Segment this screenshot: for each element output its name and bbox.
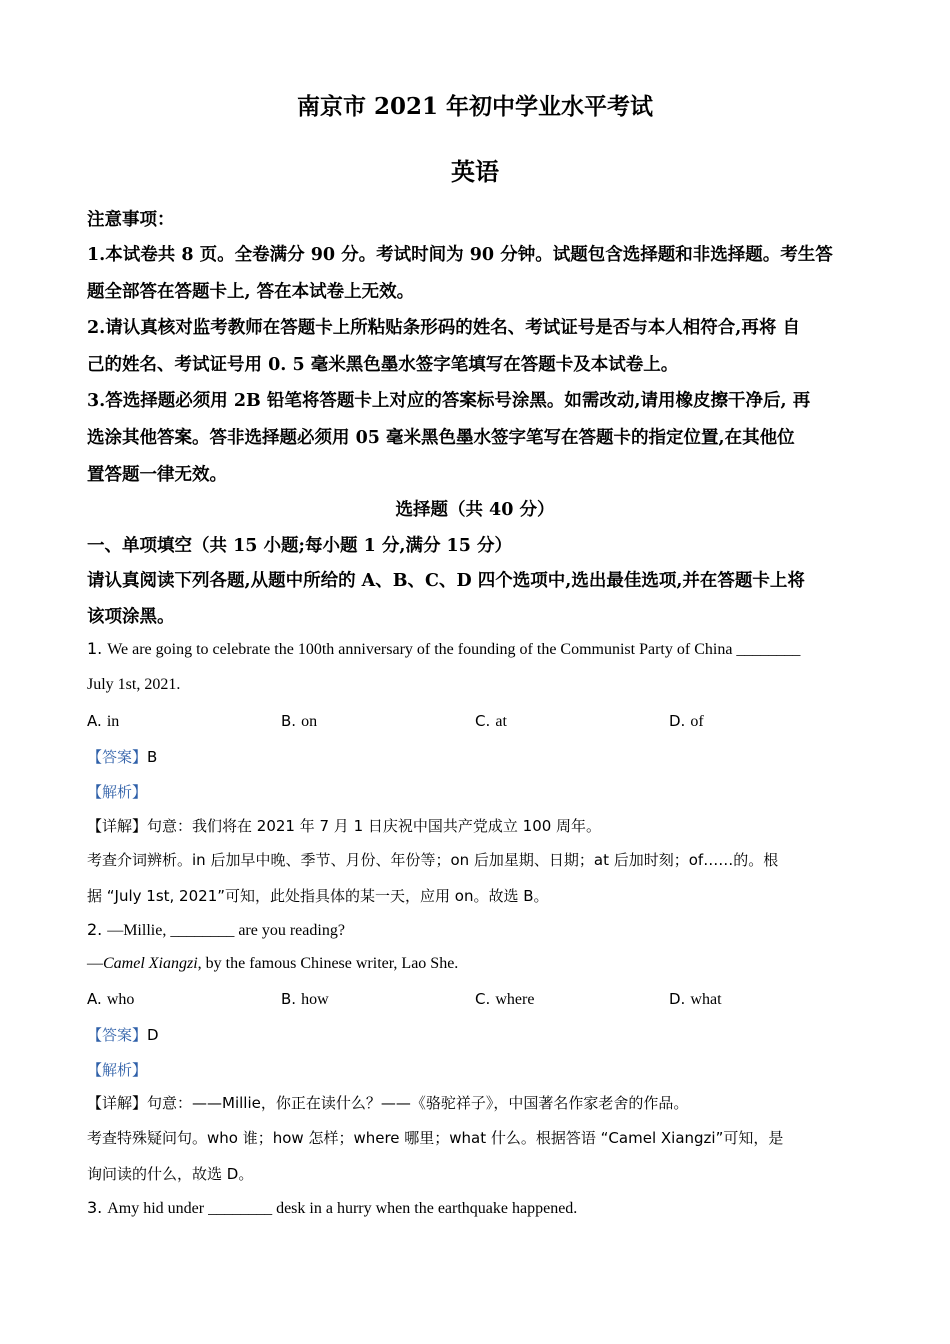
notice-line: 置答题一律无效。 (87, 465, 227, 485)
answer-label: 【答案】 (87, 748, 148, 766)
detail-line: 考查特殊疑问句。who 谁；how 怎样；where 哪里；what 什么。根据答语 “Camel Xiangzi”可知，是 (87, 1129, 784, 1147)
detail-line: 【详解】句意：我们将在 2021 年 7 月 1 日庆祝中国共产党成立 100 周年。 (87, 817, 602, 835)
notice-heading: 注意事项： (87, 210, 175, 230)
question-3-stem (87, 1198, 877, 1218)
subject-title: 英语 (451, 157, 499, 186)
option-a: A. who (87, 990, 135, 1008)
question-1-stem (87, 639, 877, 659)
notice-line: 1.本试卷共 8 页。全卷满分 90 分。考试时间为 90 分钟。试题包含选择题和非选择题。考生答 (87, 245, 833, 265)
notice-line: 选涂其他答案。答非选择题必须用 05 毫米黑色墨水签字笔写在答题卡的指定位置,在其他位 (87, 428, 795, 448)
question-text: —Millie, ________ are you reading? (107, 922, 345, 939)
question-number: 2. (87, 920, 103, 939)
answer-line (87, 746, 877, 767)
section-title: 选择题（共 40 分） (395, 500, 555, 520)
exam-title: 南京市 2021 年初中学业水平考试 (296, 93, 654, 120)
option-b: B. on (281, 712, 318, 730)
option-d: D. of (669, 712, 704, 730)
book-title: Camel Xiangzi (103, 955, 198, 972)
answer-value: B (147, 748, 158, 766)
part-title: 一、单项填空（共 15 小题;每小题 1 分,满分 15 分） (87, 536, 512, 556)
option-c: C. where (475, 990, 535, 1008)
analysis-label: 【解析】 (87, 1061, 148, 1079)
question-number: 1. (87, 639, 103, 658)
detail-line: 考查介词辨析。in 后加早中晚、季节、月份、年份等；on 后加星期、日期；at 后加时刻；of……的。根 (87, 851, 779, 869)
question-reply: —Camel Xiangzi, by the famous Chinese writer, Lao She. (87, 955, 459, 972)
detail-line: 【详解】句意：——Millie，你正在读什么？——《骆驼祥子》，中国著名作家老舍的作品。 (87, 1094, 689, 1112)
question-text: We are going to celebrate the 100th anniversary of the founding of the Communist Party of China ________ (107, 641, 801, 658)
option-a: A. in (87, 712, 120, 730)
answer-label: 【答案】 (87, 1026, 148, 1044)
analysis-label: 【解析】 (87, 783, 148, 801)
instruction-line: 请认真阅读下列各题,从题中所给的 A、B、C、D 四个选项中,选出最佳选项,并在答题卡上将 (87, 571, 805, 591)
detail-label: 【详解】 (87, 1094, 148, 1112)
notice-line: 己的姓名、考试证号用 0. 5 毫米黑色墨水签字笔填写在答题卡及本试卷上。 (87, 355, 679, 375)
option-b: B. how (281, 990, 329, 1008)
detail-line: 询问读的什么，故选 D。 (87, 1165, 254, 1183)
answer-value: D (147, 1026, 159, 1044)
option-d: D. what (669, 990, 722, 1008)
answer-line (87, 1024, 877, 1045)
option-c: C. at (475, 712, 507, 730)
question-2-stem (87, 920, 877, 940)
question-text: Amy hid under ________ desk in a hurry when the earthquake happened. (107, 1200, 578, 1217)
question-text: July 1st, 2021. (87, 676, 181, 693)
detail-label: 【详解】 (87, 817, 148, 835)
notice-line: 题全部答在答题卡上, 答在本试卷上无效。 (87, 282, 415, 302)
instruction-line: 该项涂黑。 (87, 607, 175, 627)
detail-line: 据 “July 1st, 2021”可知，此处指具体的某一天，应用 on。故选 B。 (87, 887, 549, 905)
question-number: 3. (87, 1198, 103, 1217)
notice-line: 3.答选择题必须用 2B 铅笔将答题卡上对应的答案标号涂黑。如需改动,请用橡皮擦干净后, 再 (87, 391, 811, 411)
notice-line: 2.请认真核对监考教师在答题卡上所粘贴条形码的姓名、考试证号是否与本人相符合,再将 自 (87, 318, 800, 338)
